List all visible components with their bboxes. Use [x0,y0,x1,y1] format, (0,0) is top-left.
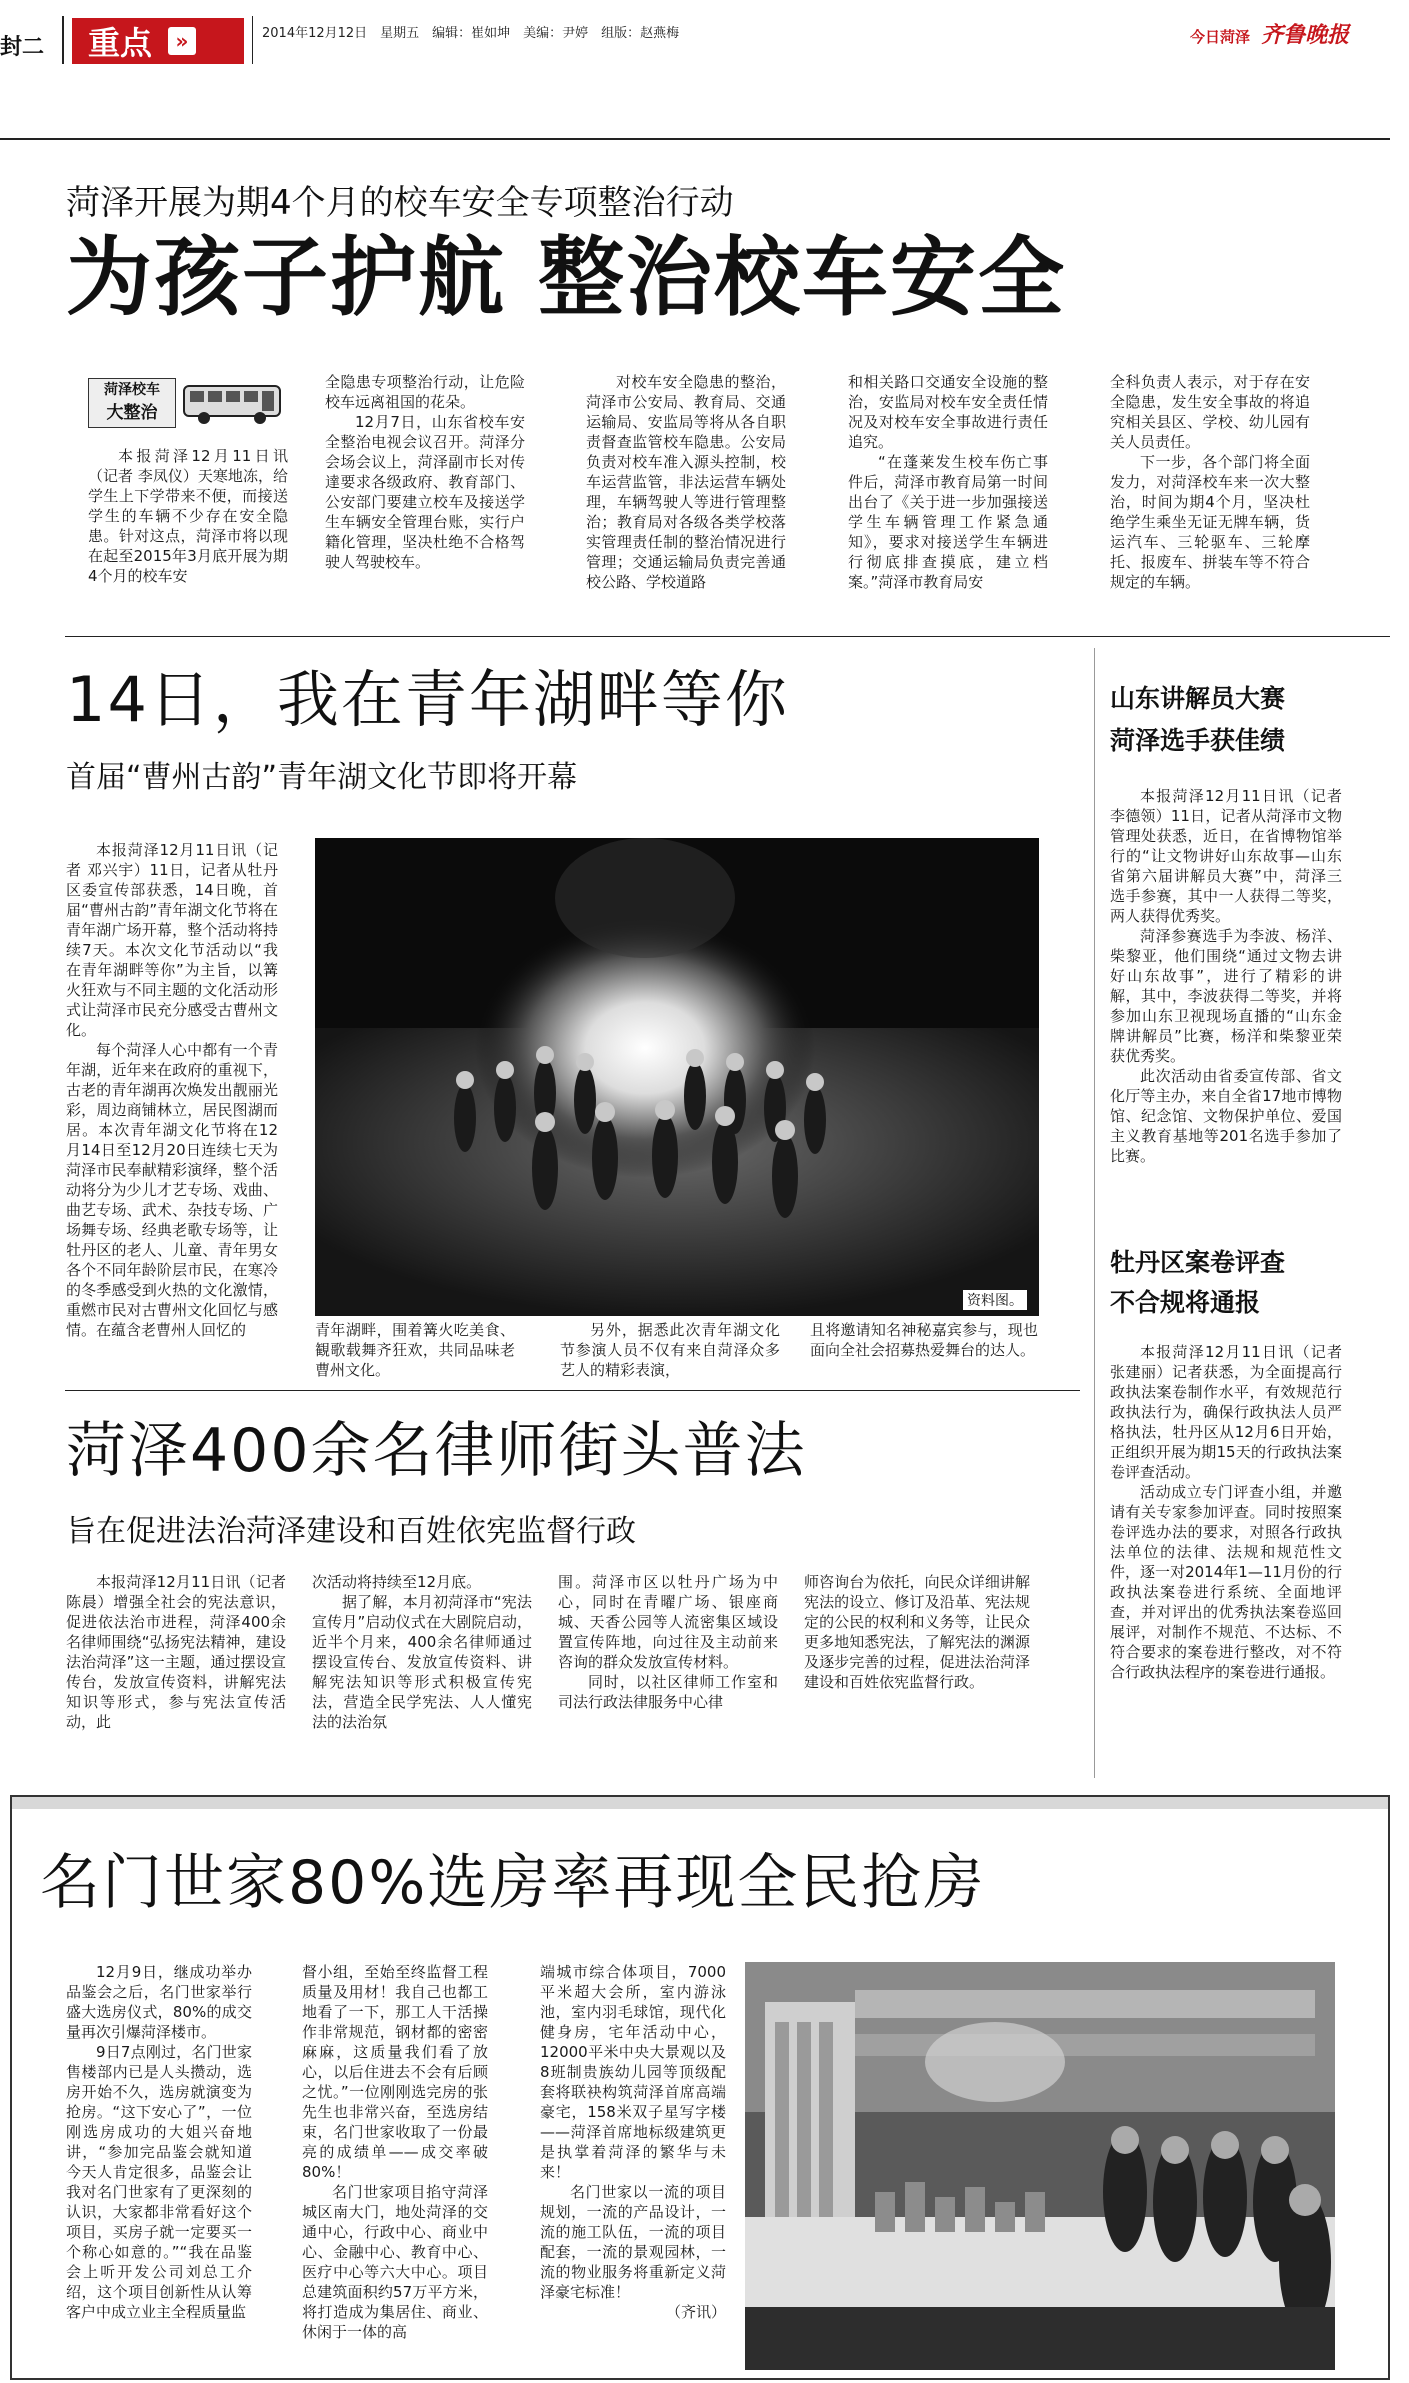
brand-box [1190,18,1349,49]
article2-headline: 14日，我在青年湖畔等你 [66,663,789,736]
article4-col2: 督小组，至始至终监督工程质量及用材！我自己也都工地看了一下，那工人干活操作非常规范，钢材都的密密麻麻，这质量我们看了放心，以后住进去不会有后顾之忧。”一位刚刚选完房的张先生也非常兴奋，至选房结束，名门世家收取了一份最亮的成绩单——成交率破80%！ 名门世家项目掐守菏泽城区南大门，地处菏泽的交通中心，行政中心、商业中心、金融中心、教育中心、医疗中心等六大中心。项目总建筑面积约57万平方米，将打造成为集居住、商业、休闲于一体的高 [302,1963,488,2341]
article3-subtitle: 旨在促进法治菏泽建设和百姓依宪监督行政 [66,1514,636,1549]
article2-col1: 本报菏泽12月11日讯（记者 邓兴宇）11日，记者从牡丹区委宣传部获悉，14日晚，首届“曹州古韵”青年湖文化节将在青年湖广场开幕，整个活动将持续7天。本次文化节活动以“我在青年湖畔等你”为主旨，以篝火狂欢与不同主题的文化活动形式让菏泽市民充分感受古曹州文化。 每个菏泽人心中都有一个青年湖，近年来在政府的重视下，古老的青年湖再次焕发出靓丽光彩，周边商铺林立，居民图湖而居。本次青年湖文化节将在12月14日至12月20日连续七天为菏泽市民奉献精彩演绎，整个活动将分为少儿才艺专场、戏曲、曲艺专场、武术、杂技专场、广场舞专场、经典老歌专场等，让牡丹区的老人、儿童、青年男女各个不同年龄阶层市民，在寒冷的冬季感受到火热的文化激情，重燃市民对古曹州文化回忆与感情。在蕴含老曹州人回忆的 [66,841,278,1339]
sidebar-b-title-1: 牡丹区案卷评查 [1110,1248,1286,1277]
issue-meta: 2014年12月12日 星期五 编辑：崔如坤 美编：尹婷 组版：赵燕梅 [262,26,680,41]
article3-headline: 菏泽400余名律师街头普法 [66,1416,807,1486]
double-chevron-icon: » [168,27,196,55]
article4-sign: （齐讯） [665,2303,726,2321]
sidebar-a-title-2: 菏泽选手获佳绩 [1110,726,1286,755]
article4-col1: 12月9日，继成功举办品鉴会之后，名门世家举行盛大选房仪式，80%的成交量再次引爆菏泽楼市。 9日7点刚过，名门世家售楼部内已是人头攒动，选房开始不久，选房就演变为抢房。“这下安心了”，一位刚选房成功的大姐兴奋地讲，“参加完品鉴会就知道今天人肯定很多，品鉴会让我对名门世家有了更深刻的认识，大家都非常看好这个项目，买房子就一定要买一个称心如意的。”“我在品鉴会上听开发公司刘总工介绍，这个项目创新性从认筹客户中成立业主全程质量监 [66,1963,252,2321]
sidebar-a-title-1: 山东讲解员大赛 [1110,684,1286,713]
logo-text-bottom: 大整治 [106,403,158,423]
school-bus-logo [88,378,286,428]
article2-subtitle: 首届“曹州古韵”青年湖文化节即将开幕 [66,760,578,795]
article2-col3: 另外，据悉此次青年湖文化节参演人员不仅有来自菏泽众多艺人的精彩表演， [560,1321,780,1379]
sidebar-b-title-2: 不合规将通报 [1110,1288,1261,1317]
article4-col3: 端城市综合体项目，7000平米超大会所，室内游泳池，室内羽毛球馆，现代化健身房，宅年活动中心，12000平米中央大景观以及8班制贵族幼儿园等顶级配套将联袂构筑菏泽首席高端豪宅，158米双子星写字楼——菏泽首席地标级建筑更是执掌着菏泽的繁华与未来！ 名门世家以一流的项目规划，一流的产品设计，一流的施工队伍，一流的项目配套，一流的景观园林，一流的物业服务将重新定义菏泽豪宅标准！ （齐讯） [540,1963,726,2321]
section-title: 重点 [88,24,153,62]
sales-office-scene [745,1962,1335,2370]
article2-col4: 且将邀请知名神秘嘉宾参与，现也面向全社会招募热爱舞台的达人。 [810,1321,1038,1359]
article3-col1: 本报菏泽12月11日讯（记者 陈晨）增强全社会的宪法意识，促进依法治市进程，菏泽400余名律师围绕“弘扬宪法精神，建设法治菏泽”这一主题，通过摆设宣传台，发放宣传资料，讲解宪法知识等形式，参与宪法宣传活动，此 [66,1573,286,1731]
sidebar-b-body: 本报菏泽12月11日讯（记者 张建丽）记者获悉，为全面提高行政执法案卷制作水平，有效规范行政执法行为，确保行政执法人员严格执法，牡丹区从12月6日开始，正组织开展为期15天的行政执法案卷评查活动。 活动成立专门评查小组，并邀请有关专家参加评查。同时按照案卷评选办法的要求，对照各行政执法单位的法律、法规和规范性文件，逐一对2014年1—11月份的行政执法案卷进行系统、全面地评查，并对评出的优秀执法案卷巡回展评，对制作不规范、不达标、不符合要求的案卷进行整改，对不符合行政执法程序的案卷进行通报。 [1110,1343,1342,1681]
bonfire-photo [315,838,1039,1316]
article1-col5: 全科负责人表示，对于存在安全隐患，发生安全事故的将追究相关县区、学校、幼儿园有关人员责任。 下一步，各个部门将全面发力，对菏泽校车来一次大整治，时间为期4个月，坚决杜绝学生乘坐无证无牌车辆，货运汽车、三轮驱车、三轮摩托、报废车、拼装车等不符合规定的车辆。 [1110,373,1310,591]
brand-prefix: 今日菏泽 [1190,28,1251,46]
article3-col3: 围。菏泽市区以牡丹广场为中心，同时在青曜广场、银座商城、天香公园等人流密集区域设置宣传阵地，向过往及主动前来咨询的群众发放宣传材料。 同时，以社区律师工作室和司法行政法律服务中心律 [558,1573,778,1711]
sidebar-a-body: 本报菏泽12月11日讯（记者 李德领）11日，记者从菏泽市文物管理处获悉，近日，在省博物馆举行的“让文物讲好山东故事—山东省第六届讲解员大赛”中，菏泽三选手参赛，其中一人获得二等奖，两人获得优秀奖。 菏泽参赛选手为李波、杨洋、柴黎亚，他们围绕“通过文物去讲好山东故事”，进行了精彩的讲解，其中，李波获得二等奖，并将参加山东卫视现场直播的“山东金牌讲解员”比赛，杨洋和柴黎亚荣获优秀奖。 此次活动由省委宣传部、省文化厅等主办，来自全省17地市博物馆、纪念馆、文物保护单位、爱国主义教育基地等201名选手参加了比赛。 [1110,787,1342,1165]
article1-col2: 全隐患专项整治行动，让危险校车远离祖国的花朵。 12月7日，山东省校车安全整治电视会议召开。菏泽分会场会议上，菏泽副市长对传達要求各级政府、教育部门、公安部门要建立校车及接送学生车辆安全管理台账，实行户籍化管理，坚决杜绝不合格驾驶人驾驶校车。 [325,373,525,571]
page-label: 封二 [0,35,45,60]
article4-headline: 名门世家80%选房率再现全民抢房 [40,1848,986,1918]
article2-col2: 青年湖畔，围着篝火吃美食、観歌载舞齐狂欢，共同品味老曹州文化。 [315,1321,515,1379]
photo-credit: 资料图。 [963,1290,1027,1310]
advertorial-top-bar [12,1797,1388,1809]
logo-text-top: 菏泽校车 [104,382,160,398]
article1-col3: 对校车安全隐患的整治，菏泽市公安局、教育局、交通运输局、安监局等将从各自职责督查监管校车隐患。公安局负责对校车准入源头控制，校车运营监管，非法运营车辆处理，车辆驾驶人等进行管理整治；教育局对各级各类学校落实管理责任制的整治情况进行管理；交通运输局负责完善通校公路、学校道路 [586,373,786,591]
article1-headline: 为孩子护航 整治校车安全 [66,228,1066,328]
bonfire-scene [315,838,1039,1316]
article1-kicker: 菏泽开展为期4个月的校车安全专项整治行动 [66,183,734,223]
article3-col4: 师咨询台为依托，向民众详细讲解宪法的设立、修订及沿革、宪法规定的公民的权利和义务等，让民众更多地知悉宪法，了解宪法的渊源及逐步完善的过程，促进法治菏泽建设和百姓依宪监督行政。 [804,1573,1030,1691]
article1-col4: 和相关路口交通安全设施的整治，安监局对校车安全责任情况及对校车安全事故进行责任追究。 “在蓬莱发生校车伤亡事件后，菏泽市教育局第一时间出台了《关于进一步加强接送学生车辆管理工作紧急通知》，要求对接送学生车辆进行彻底排查摸底，建立档案。”菏泽市教育局安 [848,373,1048,591]
section-tag [72,18,244,64]
brand-logo: 齐鲁晚报 [1261,22,1350,48]
article1-col1: 本报菏泽12月11日讯（记者 李凤仪）天寒地冻，给学生上下学带来不便，而接送学生的车辆不少存在安全隐患。针对这点，菏泽市将以现在起至2015年3月底开展为期4个月的校车安 [88,447,288,585]
article3-col2: 次活动将持续至12月底。 据了解，本月初菏泽市“宪法宣传月”启动仪式在大剧院启动，近半个月来，400余名律师通过摆设宣传台、发放宣传资料、讲解宪法知识等形式积极宣传宪法，营造全民学宪法、人人懂宪法的法治氛 [312,1573,532,1731]
sales-office-photo [745,1962,1335,2370]
school-bus-icon [180,378,286,428]
